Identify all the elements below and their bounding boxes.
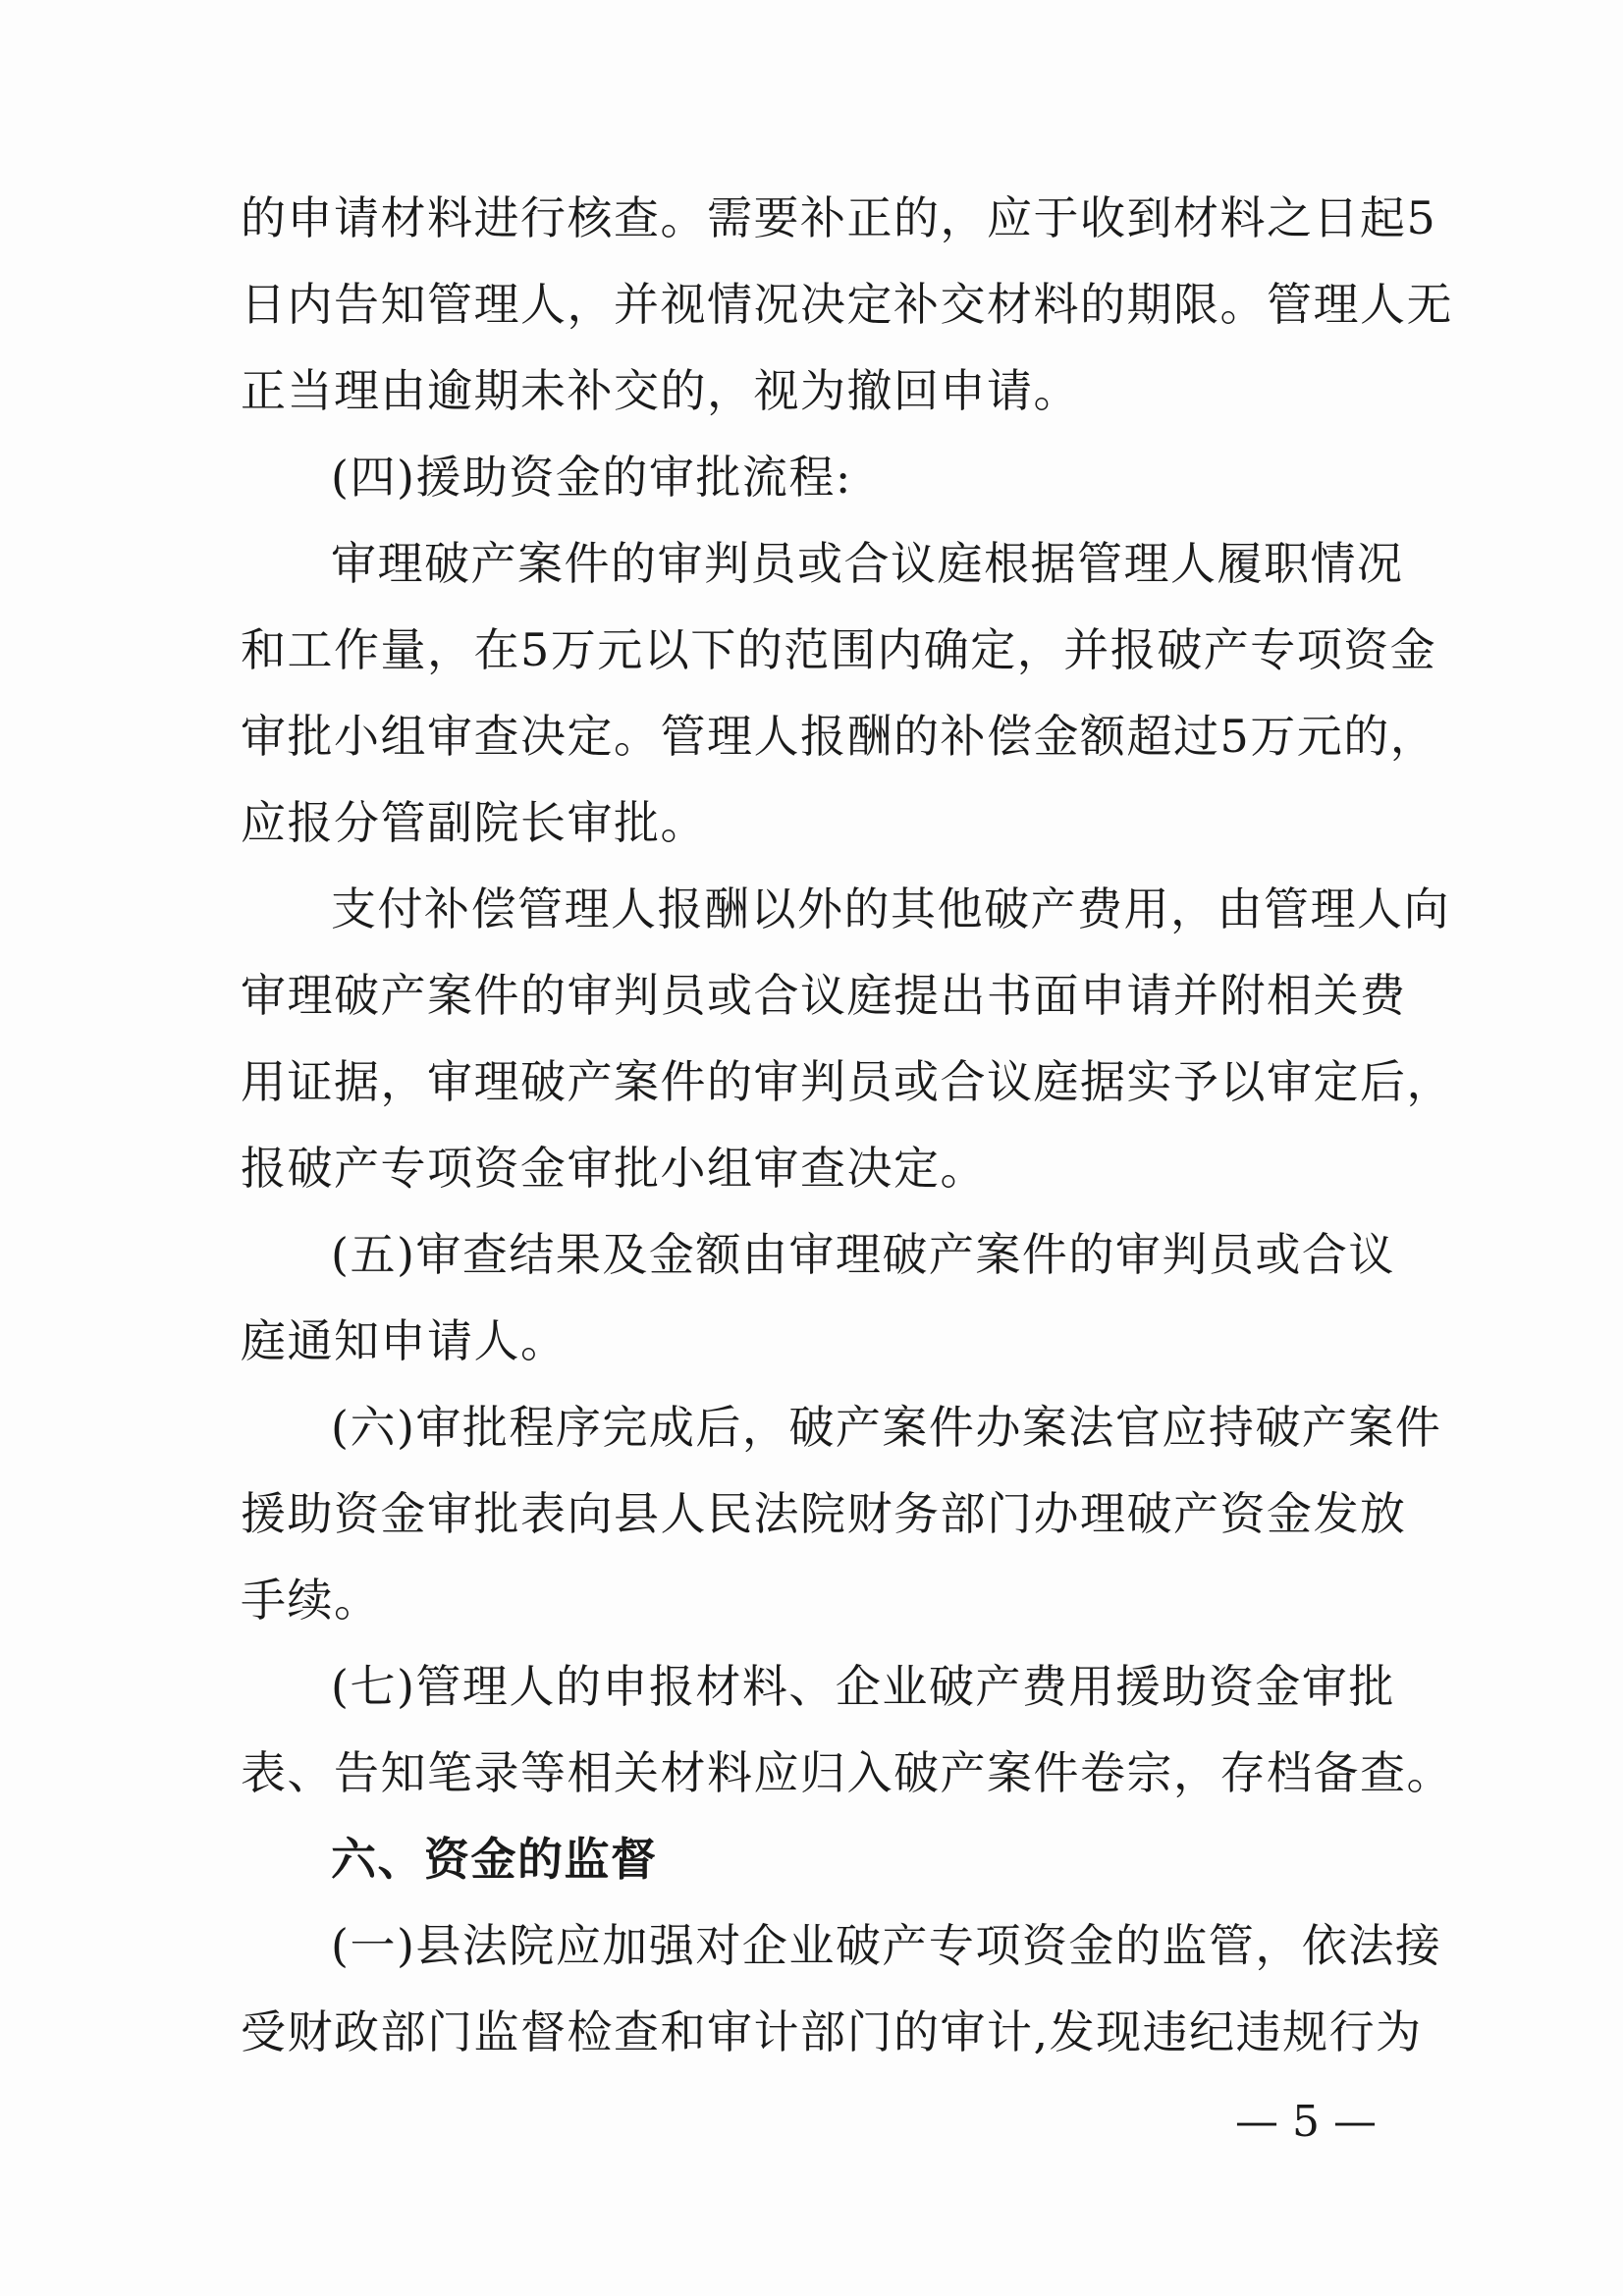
text-line-12: 报破产专项资金审批小组审查决定。 xyxy=(241,1142,987,1195)
document-body xyxy=(241,175,1453,2075)
text-line-8: 应报分管副院长审批。 xyxy=(241,796,707,849)
text-line-21: (一)县法院应加强对企业破产专项资金的监管，依法接 xyxy=(331,1919,1442,1972)
text-line-2: 日内告知管理人，并视情况决定补交材料的期限。管理人无 xyxy=(241,278,1453,331)
page-number: — 5 — xyxy=(1235,2097,1377,2147)
text-line-19: 表、告知笔录等相关材料应归入破产案件卷宗，存档备查。 xyxy=(241,1746,1453,1799)
text-line-5: 审理破产案件的审判员或合议庭根据管理人履职情况 xyxy=(331,537,1404,590)
text-line-3: 正当理由逾期未补交的，视为撤回申请。 xyxy=(241,364,1080,417)
text-line-1: 的申请材料进行核查。需要补正的，应于收到材料之日起5 xyxy=(241,191,1437,244)
text-line-10: 审理破产案件的审判员或合议庭提出书面申请并附相关费 xyxy=(241,969,1407,1022)
text-line-11: 用证据，审理破产案件的审判员或合议庭据实予以审定后， xyxy=(241,1055,1453,1108)
text-line-18: (七)管理人的申报材料、企业破产费用援助资金审批 xyxy=(331,1660,1395,1713)
text-line-9: 支付补偿管理人报酬以外的其他破产费用，由管理人向 xyxy=(331,882,1450,935)
text-line-13: (五)审查结果及金额由审理破产案件的审判员或合议 xyxy=(331,1228,1395,1281)
section-heading-4: (四)援助资金的审批流程: xyxy=(331,451,852,504)
section-heading-six: 六、资金的监督 xyxy=(331,1833,658,1886)
text-line-17: 手续。 xyxy=(241,1574,381,1627)
text-line-15: (六)审批程序完成后，破产案件办案法官应持破产案件 xyxy=(331,1401,1442,1454)
text-line-22: 受财政部门监督检查和审计部门的审计,发现违纪违规行为 xyxy=(241,2005,1423,2058)
text-line-6: 和工作量，在5万元以下的范围内确定，并报破产专项资金 xyxy=(241,623,1437,676)
text-line-14: 庭通知申请人。 xyxy=(241,1314,568,1367)
text-line-7: 审批小组审查决定。管理人报酬的补偿金额超过5万元的， xyxy=(241,710,1437,763)
text-line-16: 援助资金审批表向县人民法院财务部门办理破产资金发放 xyxy=(241,1487,1407,1540)
